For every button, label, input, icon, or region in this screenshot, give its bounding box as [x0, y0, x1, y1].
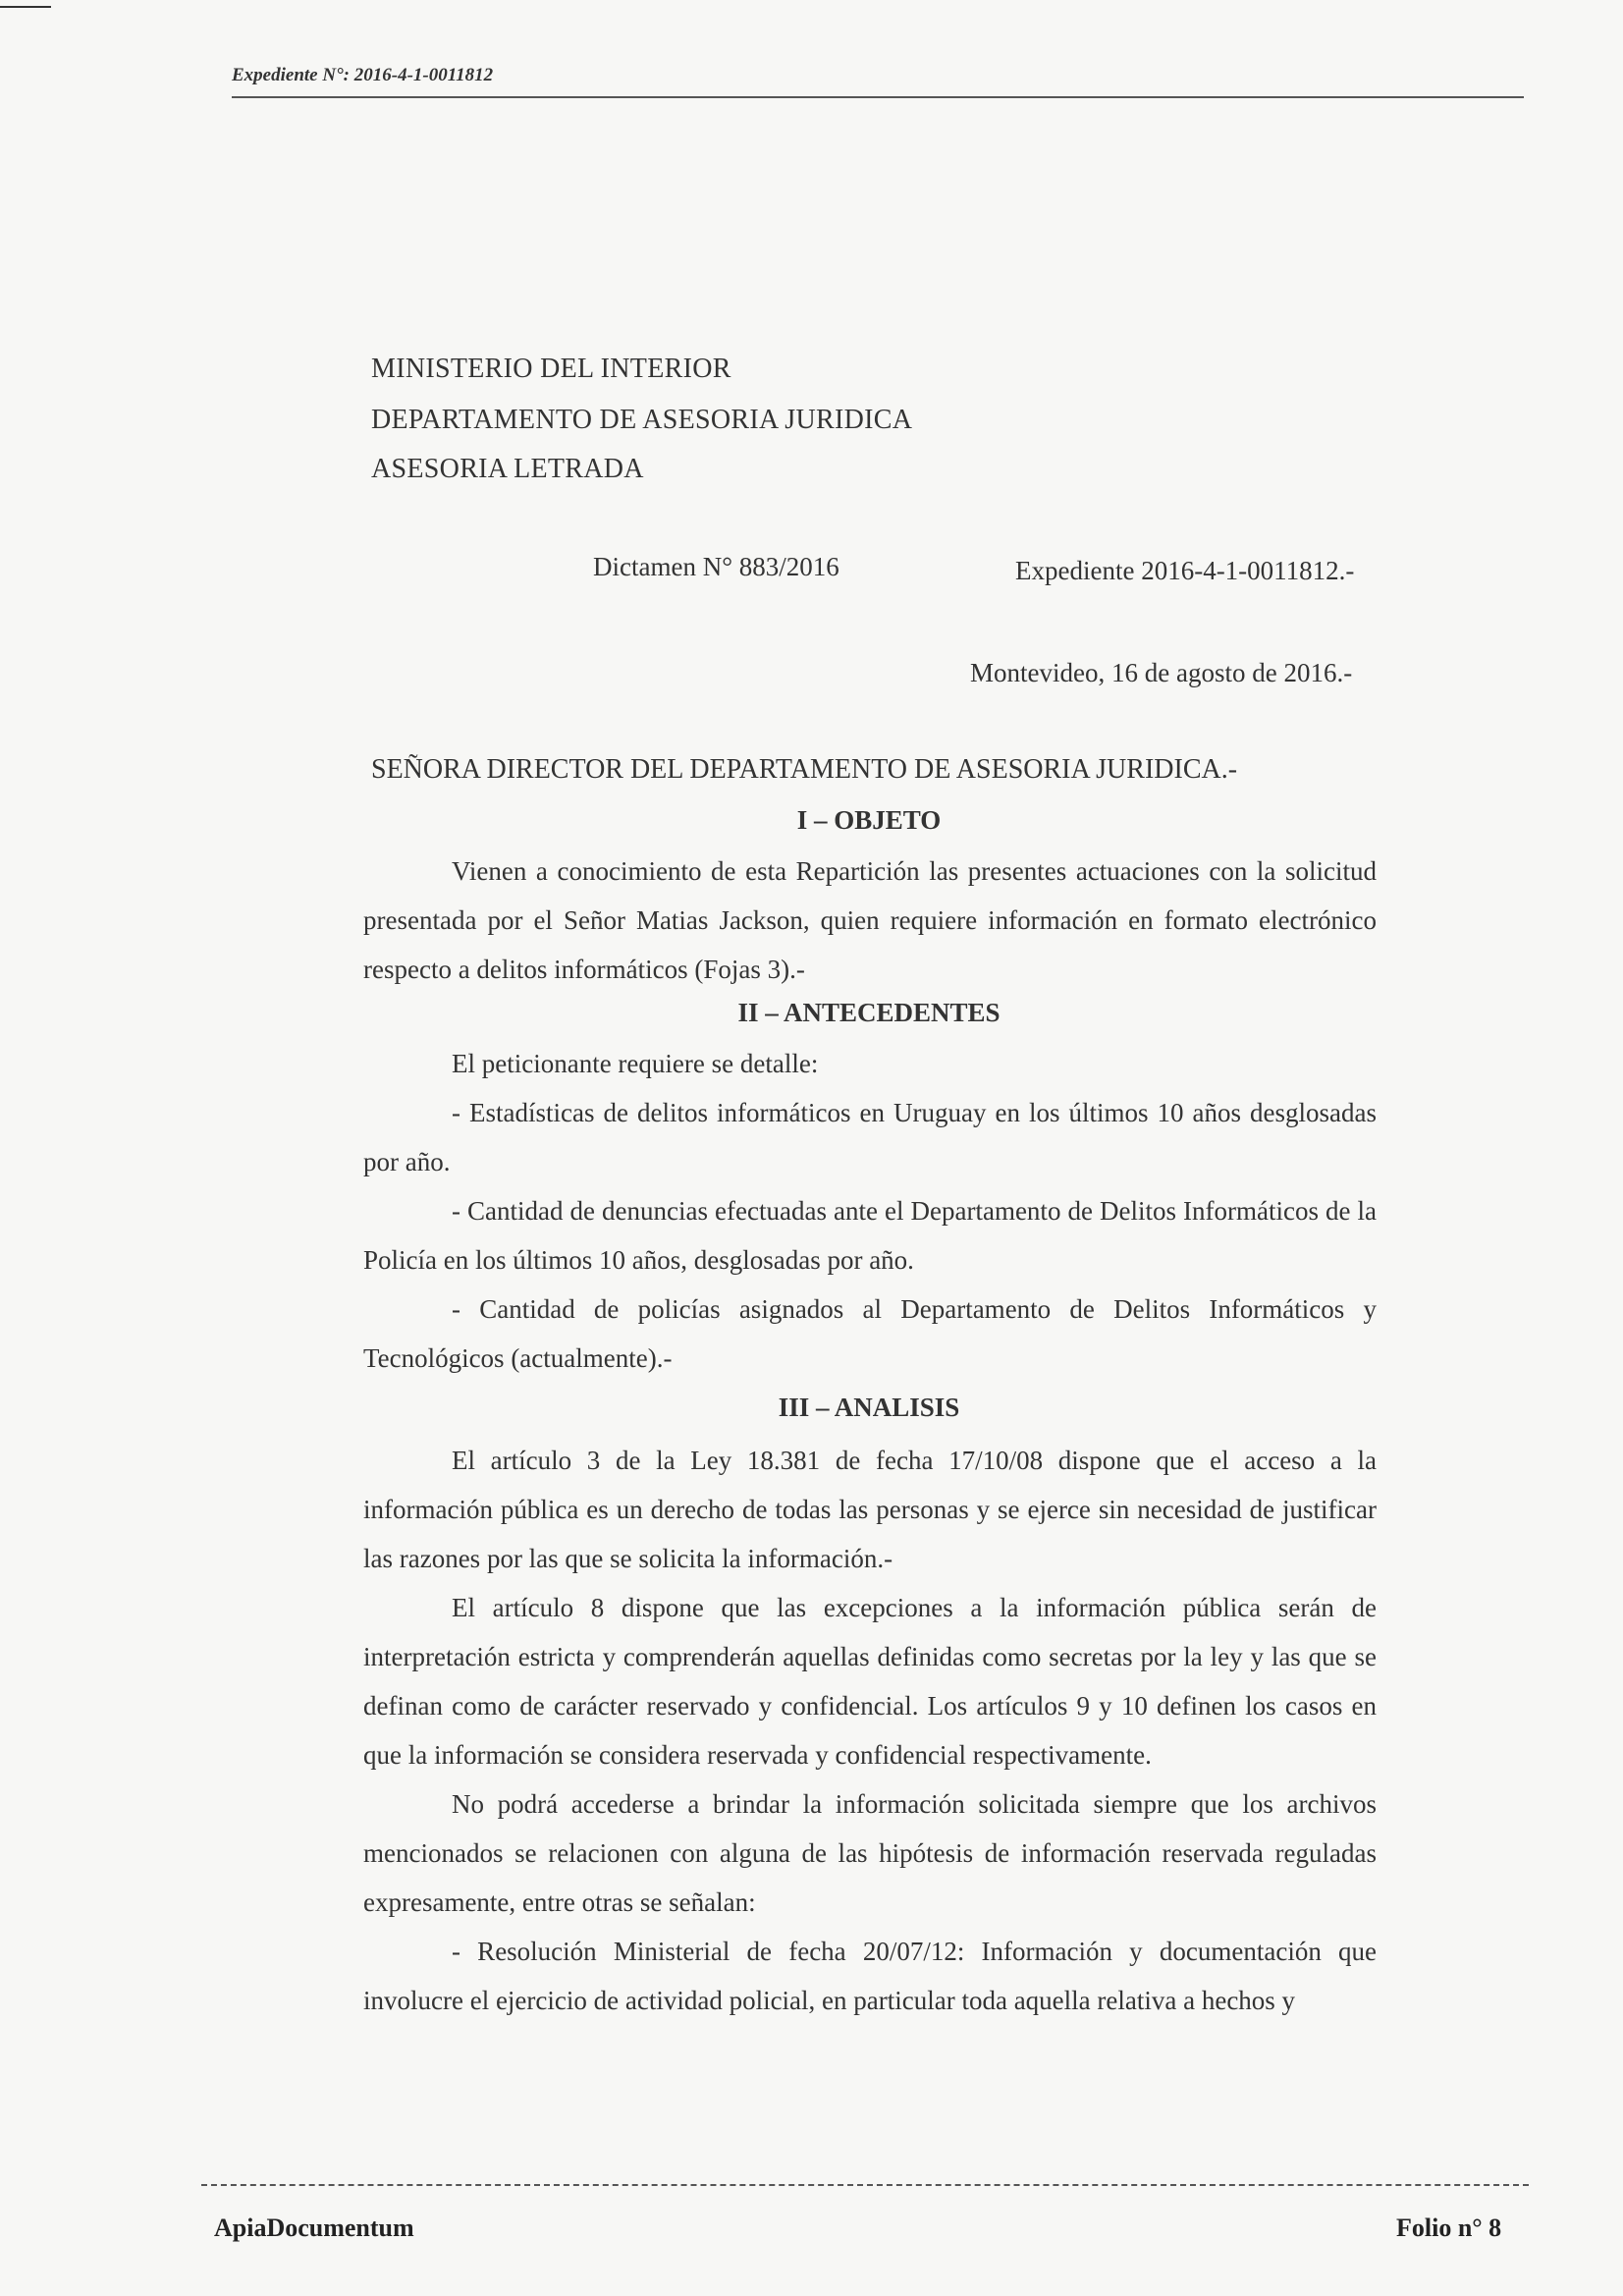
- section-body-analisis: [363, 1436, 1377, 2025]
- list-item: - Resolución Ministerial de fecha 20/07/12: Información y documentación que involucre el ejercicio de actividad policial, en particular toda aquella relativa a hechos y: [363, 1937, 1377, 2015]
- list-item: - Cantidad de denuncias efectuadas ante el Departamento de Delitos Informáticos de la Policía en los últimos 10 años, desglosadas por año.: [363, 1196, 1377, 1275]
- paragraph: El peticionante requiere se detalle:: [452, 1049, 819, 1078]
- paragraph: Vienen a conocimiento de esta Repartición las presentes actuaciones con la solicitud presentada por el Señor Matias Jackson, quien requiere información en formato electrónico respecto a delitos informáticos (Fojas 3).-: [363, 856, 1377, 984]
- footer-folio: Folio n° 8: [1396, 2214, 1502, 2242]
- org-asesoria: ASESORIA LETRADA: [371, 454, 644, 484]
- section-body-objeto: [363, 847, 1377, 994]
- list-item: - Cantidad de policías asignados al Departamento de Delitos Informáticos y Tecnológicos (actualmente).-: [363, 1294, 1377, 1373]
- header-rule: [232, 96, 1524, 98]
- page-header-expediente: Expediente N°: 2016-4-1-0011812: [232, 65, 494, 85]
- expediente-number: Expediente 2016-4-1-0011812.-: [1015, 556, 1355, 585]
- section-title-antecedentes: II – ANTECEDENTES: [737, 998, 1001, 1027]
- document-date: Montevideo, 16 de agosto de 2016.-: [970, 658, 1353, 687]
- section-body-antecedentes: [363, 1039, 1377, 1383]
- footer-system-name: ApiaDocumentum: [214, 2214, 414, 2242]
- org-ministerio: MINISTERIO DEL INTERIOR: [371, 354, 731, 384]
- salutation: SEÑORA DIRECTOR DEL DEPARTAMENTO DE ASESORIA JURIDICA.-: [371, 754, 1238, 785]
- corner-mark: [0, 6, 51, 8]
- section-title-objeto: I – OBJETO: [796, 805, 942, 835]
- section-title-analisis: III – ANALISIS: [778, 1393, 960, 1422]
- org-departamento: DEPARTAMENTO DE ASESORIA JURIDICA: [371, 405, 913, 435]
- list-item: - Estadísticas de delitos informáticos en Uruguay en los últimos 10 años desglosadas por año.: [363, 1098, 1377, 1176]
- paragraph: El artículo 3 de la Ley 18.381 de fecha 17/10/08 dispone que el acceso a la información pública es un derecho de todas las personas y se ejerce sin necesidad de justificar las razones por las que se solicita la información.-: [363, 1446, 1377, 1573]
- paragraph: El artículo 8 dispone que las excepciones a la información pública serán de interpretación estricta y comprenderán aquellas definidas como secretas por la ley y las que se definan como de carácter reservado y confidencial. Los artículos 9 y 10 definen los casos en que la información se considera reservada y confidencial respectivamente.: [363, 1593, 1377, 1770]
- footer-rule: [201, 2184, 1529, 2186]
- paragraph: No podrá accederse a brindar la información solicitada siempre que los archivos mencionados se relacionen con alguna de las hipótesis de información reservada reguladas expresamente, entre otras se señalan:: [363, 1789, 1377, 1917]
- dictamen-number: Dictamen N° 883/2016: [593, 552, 839, 581]
